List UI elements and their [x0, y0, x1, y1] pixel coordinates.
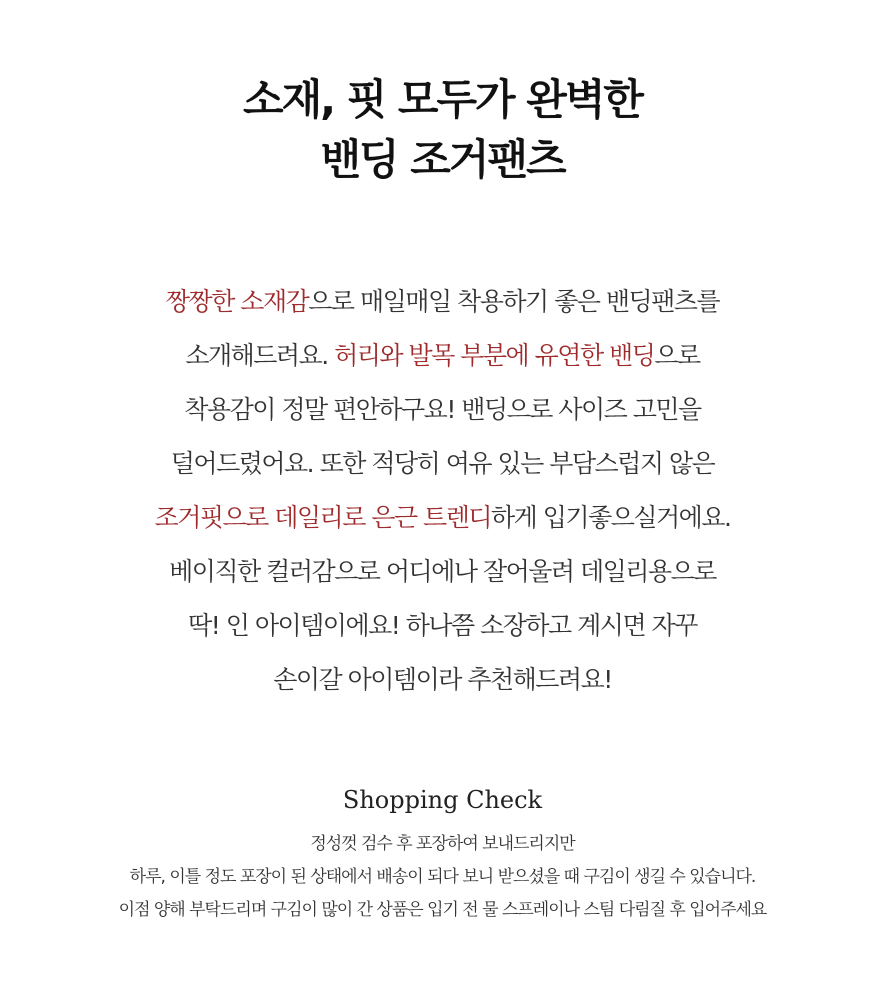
notice-line-2: 하루, 이틀 정도 포장이 된 상태에서 배송이 되다 보니 받으셨을 때 구김이 생길 수 있습니다. [129, 867, 756, 887]
headline [0, 70, 885, 190]
description-line-7: 딱! 인 아이템이에요! 하나쯤 소장하고 계시면 자꾸 [188, 611, 697, 640]
description-line-5 [0, 491, 885, 545]
highlight-text: 조거핏으로 데일리로 은근 트렌디 [154, 503, 492, 532]
shopping-check-notice [0, 828, 885, 927]
headline-line-2: 밴딩 조거팬츠 [320, 135, 565, 184]
description-text: 으로 매일매일 착용하기 좋은 밴딩팬츠를 [308, 287, 720, 316]
description-line-4: 덜어드렸어요. 또한 적당히 여유 있는 부담스럽지 않은 [170, 449, 715, 478]
description-text: 소개해드려요. [185, 341, 335, 370]
description-line-6: 베이직한 컬러감으로 어디에나 잘어울려 데일리용으로 [169, 557, 716, 586]
description-line-1 [0, 275, 885, 329]
product-description [0, 275, 885, 707]
shopping-check-title: Shopping Check [342, 786, 543, 814]
description-text: 하게 입기좋으실거에요. [491, 503, 731, 532]
description-line-3: 착용감이 정말 편안하구요! 밴딩으로 사이즈 고민을 [184, 395, 701, 424]
description-text: 으로 [654, 341, 700, 370]
notice-line-1: 정성껏 검수 후 포장하여 보내드리지만 [310, 834, 575, 854]
description-line-2 [0, 329, 885, 383]
description-line-8: 손이갈 아이템이라 추천해드려요! [273, 665, 612, 694]
highlight-text: 허리와 발목 부분에 유연한 밴딩 [334, 341, 655, 370]
headline-line-1: 소재, 핏 모두가 완벽한 [243, 75, 642, 124]
highlight-text: 짱짱한 소재감 [165, 287, 309, 316]
notice-line-3: 이점 양해 부탁드리며 구김이 많이 간 상품은 입기 전 물 스프레이나 스팀 다림질 후 입어주세요 [118, 900, 767, 920]
